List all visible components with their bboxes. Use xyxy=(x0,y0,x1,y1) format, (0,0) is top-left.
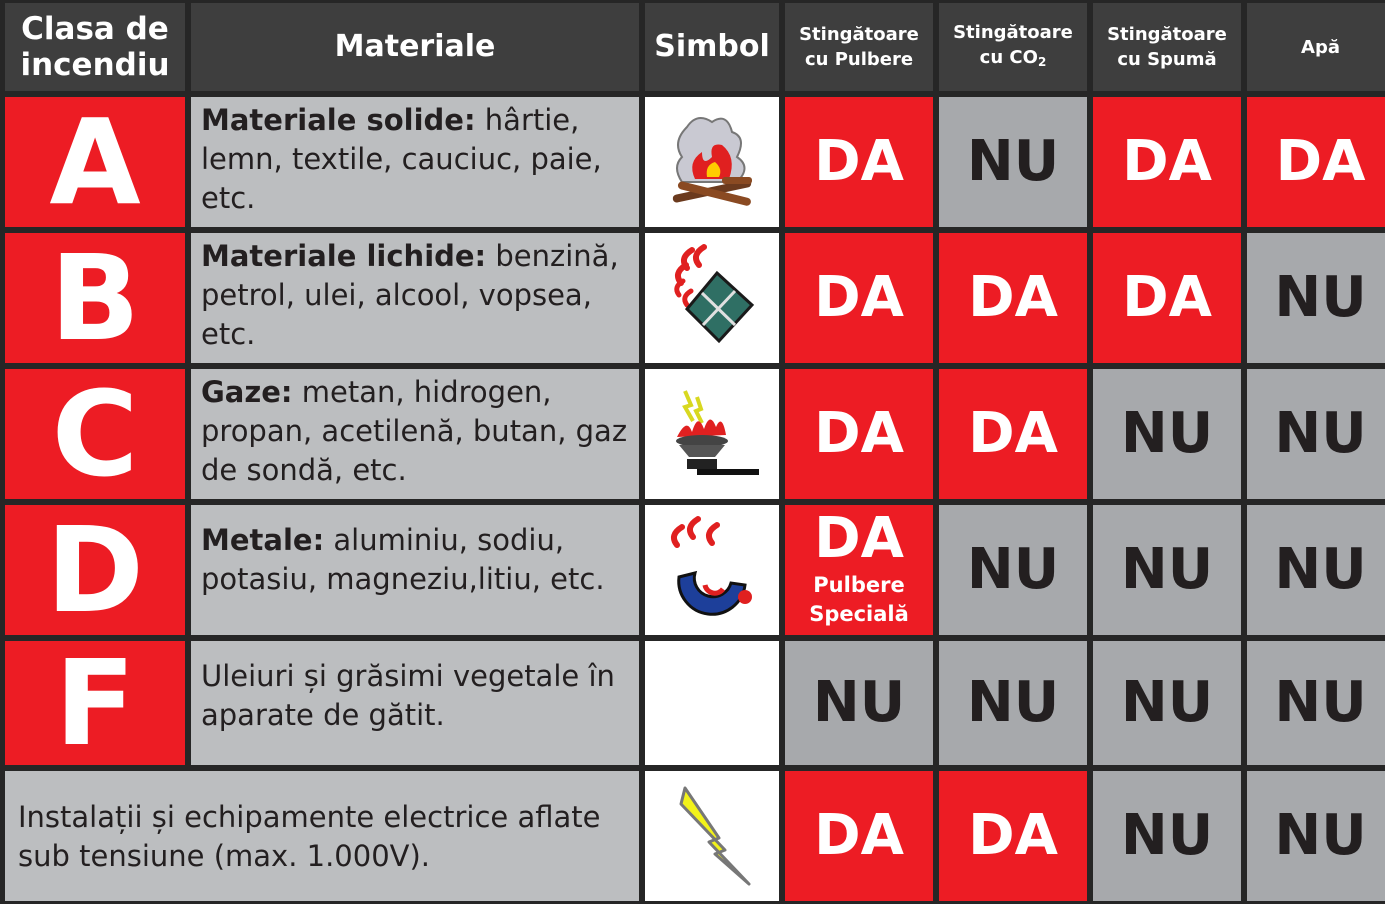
materials-a xyxy=(191,97,639,227)
header-foam-line1: Stingătoare xyxy=(1107,24,1227,45)
symbol-c xyxy=(645,369,779,499)
header-co2-prefix: cu CO xyxy=(979,46,1038,68)
materials-b xyxy=(191,233,639,363)
materials-b-text: benzină, petrol, ulei, alcool, vopsea, etc. xyxy=(201,239,619,351)
header-co2-line1: Stingătoare xyxy=(953,21,1073,43)
class-b: B xyxy=(5,233,185,363)
header-powder-extinguisher xyxy=(785,3,933,91)
symbol-d xyxy=(645,505,779,635)
answer-electrical-water: NU xyxy=(1247,771,1385,901)
class-a: A xyxy=(5,97,185,227)
header-co2-extinguisher xyxy=(939,3,1087,91)
symbol-f xyxy=(645,641,779,765)
header-foam-extinguisher xyxy=(1093,3,1241,91)
materials-c-bold: Gaze: xyxy=(201,375,293,409)
metal-fire-icon xyxy=(657,515,767,625)
header-symbol-text: Simbol xyxy=(654,29,770,64)
answer-electrical-powder: DA xyxy=(785,771,933,901)
header-materials xyxy=(191,3,639,91)
answer-f-co2: NU xyxy=(939,641,1087,765)
symbol-electrical xyxy=(645,771,779,901)
header-water xyxy=(1247,3,1385,91)
materials-d-text: aluminiu, sodiu, potasiu, magneziu,litiu, etc. xyxy=(201,523,605,596)
materials-electrical xyxy=(5,771,639,901)
materials-a-text: hârtie, lemn, textile, cauciuc, paie, etc. xyxy=(201,103,602,215)
answer-electrical-co2: DA xyxy=(939,771,1087,901)
answer-f-water: NU xyxy=(1247,641,1385,765)
materials-d-bold: Metale: xyxy=(201,523,325,557)
materials-c xyxy=(191,369,639,499)
header-water-text: Apă xyxy=(1301,36,1340,58)
symbol-b xyxy=(645,233,779,363)
answer-a-foam: DA xyxy=(1093,97,1241,227)
materials-b-bold: Materiale lichide: xyxy=(201,239,487,273)
gas-fire-icon xyxy=(657,379,767,489)
answer-c-co2: DA xyxy=(939,369,1087,499)
materials-electrical-text: Instalații și echipamente electrice aflate sub tensiune (max. 1.000V). xyxy=(18,800,601,873)
header-symbol xyxy=(645,3,779,91)
answer-d-powder-note-2: Specială xyxy=(809,602,909,626)
answer-d-powder-value: DA xyxy=(814,506,904,571)
answer-b-water: NU xyxy=(1247,233,1385,363)
answer-a-powder: DA xyxy=(785,97,933,227)
answer-f-foam: NU xyxy=(1093,641,1241,765)
header-powder-line2: cu Pulbere xyxy=(804,49,914,70)
symbol-a xyxy=(645,97,779,227)
answer-f-powder: NU xyxy=(785,641,933,765)
solid-fire-icon xyxy=(657,107,767,217)
materials-a-bold: Materiale solide: xyxy=(201,103,476,137)
lightning-icon xyxy=(657,776,767,896)
liquid-fire-icon xyxy=(657,243,767,353)
header-powder-line1: Stingătoare xyxy=(799,24,919,45)
answer-d-water: NU xyxy=(1247,505,1385,635)
materials-f xyxy=(191,641,639,765)
answer-b-powder: DA xyxy=(785,233,933,363)
answer-c-powder: DA xyxy=(785,369,933,499)
header-fire-class-text: Clasa de incendiu xyxy=(20,11,170,83)
answer-electrical-foam: NU xyxy=(1093,771,1241,901)
materials-d xyxy=(191,505,639,635)
answer-c-foam: NU xyxy=(1093,369,1241,499)
class-c: C xyxy=(5,369,185,499)
answer-b-foam: DA xyxy=(1093,233,1241,363)
class-d: D xyxy=(5,505,185,635)
answer-a-water: DA xyxy=(1247,97,1385,227)
answer-d-co2: NU xyxy=(939,505,1087,635)
header-materials-text: Materiale xyxy=(334,29,496,64)
class-f: F xyxy=(5,641,185,765)
header-fire-class xyxy=(5,3,185,91)
answer-d-powder-note-1: Pulbere xyxy=(813,573,905,597)
header-co2-sub: 2 xyxy=(1037,54,1047,69)
answer-a-co2: NU xyxy=(939,97,1087,227)
answer-d-foam: NU xyxy=(1093,505,1241,635)
answer-d-powder xyxy=(785,505,933,635)
materials-f-text: Uleiuri și grăsimi vegetale în aparate de gătit. xyxy=(201,659,615,732)
materials-c-text: metan, hidrogen, propan, acetilenă, butan, gaz de sondă, etc. xyxy=(201,375,628,487)
header-foam-line2: cu Spumă xyxy=(1117,49,1217,70)
answer-b-co2: DA xyxy=(939,233,1087,363)
answer-c-water: NU xyxy=(1247,369,1385,499)
